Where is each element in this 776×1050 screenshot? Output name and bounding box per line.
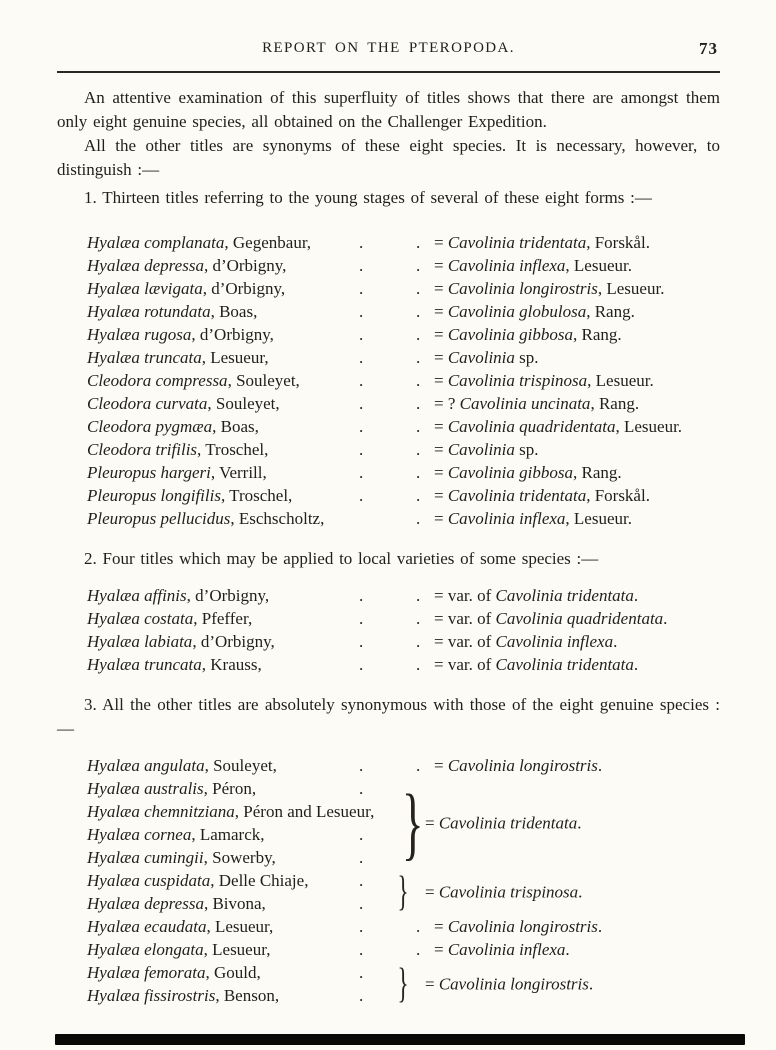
- equals-suffix: .: [565, 940, 570, 959]
- species-name: Hyalæa labiata: [87, 632, 193, 651]
- species-title: [87, 346, 359, 369]
- dot-leader: .: [359, 825, 364, 844]
- species-name: Cleodora curvata: [87, 394, 208, 413]
- equals-prefix: =: [425, 974, 439, 994]
- equals-suffix: , Lesueur.: [615, 417, 683, 436]
- equals-suffix: .: [588, 974, 594, 994]
- dot-leader: .: [416, 609, 421, 628]
- synonym-equivalence: [434, 415, 720, 438]
- equals-suffix: .: [578, 882, 583, 902]
- equals-suffix: .: [633, 586, 639, 605]
- species-author: , Péron,: [203, 779, 257, 798]
- species-name: Hyalæa femorata: [87, 963, 206, 982]
- synonym-row: [87, 231, 720, 254]
- accepted-species-name: Cavolinia trispinosa: [438, 882, 579, 902]
- species-title: [87, 653, 359, 676]
- dot-leader: .: [416, 486, 421, 505]
- species-title: [87, 323, 359, 346]
- synonym-row: [87, 323, 720, 346]
- dot-leader: .: [359, 348, 364, 367]
- dot-leader: .: [359, 655, 364, 674]
- species-title: [87, 938, 359, 961]
- grouping-brace: }: [401, 777, 424, 868]
- dot-leader: .: [416, 509, 421, 528]
- synonym-equivalence: [434, 231, 720, 254]
- page-number: 73: [699, 39, 718, 58]
- accepted-species-name: Cavolinia tridentata: [495, 655, 634, 674]
- accepted-species-name: Cavolinia longirostris: [438, 974, 589, 994]
- species-title: [87, 415, 359, 438]
- species-name: Cleodora compressa: [87, 371, 228, 390]
- dot-leader: .: [416, 417, 421, 436]
- species-name: Cleodora pygmæa: [87, 417, 213, 436]
- species-author: , Troschel,: [197, 440, 269, 459]
- dot-leader: .: [359, 486, 364, 505]
- scan-edge-artifact: [55, 1034, 745, 1045]
- species-name: Pleuropus pellucidus: [87, 509, 231, 528]
- species-title: [87, 800, 375, 823]
- accepted-species-name: Cavolinia tridentata: [438, 813, 578, 833]
- dot-leader: .: [416, 632, 421, 651]
- synonym-row: [87, 300, 720, 323]
- equals-prefix: =: [434, 371, 448, 390]
- accepted-species-name: Cavolinia inflexa: [447, 940, 566, 959]
- accepted-species-name: Cavolinia uncinata: [459, 394, 591, 413]
- accepted-species-name: Cavolinia longirostris: [447, 917, 598, 936]
- dot-leader: .: [416, 586, 421, 605]
- species-title: [87, 392, 359, 415]
- accepted-species-name: Cavolinia tridentata: [495, 586, 634, 605]
- synonym-equivalence: [434, 754, 720, 777]
- equals-suffix: .: [633, 655, 639, 674]
- synonym-row: [87, 461, 720, 484]
- species-author: , Souleyet,: [204, 756, 277, 775]
- grouping-brace: }: [397, 869, 409, 915]
- dot-leader: .: [416, 440, 421, 459]
- synonym-equivalence: [434, 461, 720, 484]
- dot-leader: .: [359, 894, 364, 913]
- dot-leader: .: [359, 779, 364, 798]
- synonym-row: [87, 630, 720, 653]
- equals-suffix: , Rang.: [573, 463, 622, 482]
- accepted-species-name: Cavolinia inflexa: [495, 632, 614, 651]
- species-author: , Krauss,: [201, 655, 262, 674]
- synonym-equivalence: [425, 812, 581, 835]
- section-1-list: [87, 231, 720, 530]
- equals-prefix: =: [434, 463, 448, 482]
- synonym-brace-group: [87, 777, 720, 869]
- grouping-brace: }: [397, 961, 409, 1007]
- accepted-species-name: Cavolinia tridentata: [447, 486, 587, 505]
- species-title: [87, 823, 359, 846]
- species-name: Hyalæa rugosa: [87, 325, 192, 344]
- synonym-equivalence: [434, 346, 720, 369]
- synonym-row: [87, 607, 720, 630]
- species-name: Hyalæa lævigata: [87, 279, 203, 298]
- equals-prefix: =: [434, 325, 448, 344]
- dot-leader: .: [359, 302, 364, 321]
- synonym-equivalence: [425, 973, 593, 996]
- equals-prefix: =: [434, 348, 448, 367]
- equals-suffix: .: [597, 756, 603, 775]
- species-title: [87, 507, 359, 530]
- equals-suffix: , Lesueur.: [597, 279, 665, 298]
- dot-leader: .: [416, 655, 421, 674]
- accepted-species-name: Cavolinia tridentata: [447, 233, 587, 252]
- species-author: , d’Orbigny,: [186, 586, 270, 605]
- dot-leader: .: [359, 986, 364, 1005]
- species-name: Hyalæa australis: [87, 779, 204, 798]
- synonym-row: [87, 584, 720, 607]
- equals-prefix: =: [434, 302, 448, 321]
- accepted-species-name: Cavolinia trispinosa: [447, 371, 588, 390]
- species-title: [87, 869, 359, 892]
- synonym-equivalence: [434, 438, 720, 461]
- dot-leader: .: [359, 963, 364, 982]
- species-name: Cleodora trifilis: [87, 440, 198, 459]
- page-header: [57, 40, 720, 64]
- species-title: [87, 607, 359, 630]
- species-title: [87, 846, 359, 869]
- species-author: , Boas,: [210, 302, 258, 321]
- species-name: Hyalæa depressa: [87, 256, 204, 275]
- synonym-row: [87, 754, 720, 777]
- section-3-list: [87, 754, 720, 1007]
- species-name: Hyalæa cuspidata: [87, 871, 211, 890]
- synonym-row: [87, 346, 720, 369]
- species-author: , Pfeffer,: [193, 609, 253, 628]
- equals-suffix: .: [597, 917, 603, 936]
- dot-leader: .: [416, 348, 421, 367]
- species-name: Hyalæa fissirostris: [87, 986, 216, 1005]
- species-author: , Boas,: [212, 417, 259, 436]
- species-author: , Souleyet,: [207, 394, 280, 413]
- equals-prefix: =: [434, 279, 448, 298]
- dot-leader: .: [359, 417, 364, 436]
- species-author: , Troschel,: [220, 486, 293, 505]
- section-2-heading: 2. Four titles which may be applied to local varieties of some species :—: [84, 549, 599, 568]
- dot-leader: .: [416, 917, 421, 936]
- dot-leader: .: [416, 394, 421, 413]
- accepted-species-name: Cavolinia quadridentata: [447, 417, 616, 436]
- running-title: REPORT ON THE PTEROPODA.: [262, 40, 515, 56]
- synonym-row: [87, 915, 720, 938]
- species-name: Hyalæa depressa: [87, 894, 204, 913]
- equals-suffix: , Rang.: [590, 394, 640, 413]
- species-author: , Eschscholtz,: [230, 509, 325, 528]
- synonym-row: [87, 415, 720, 438]
- synonym-equivalence: [434, 484, 720, 507]
- species-title: [87, 369, 359, 392]
- species-title: [87, 438, 359, 461]
- dot-leader: .: [359, 256, 364, 275]
- species-name: Hyalæa ecaudata: [87, 917, 207, 936]
- species-name: Hyalæa rotundata: [87, 302, 211, 321]
- species-author: , Verrill,: [210, 463, 267, 482]
- dot-leader: .: [416, 463, 421, 482]
- species-author: , Gould,: [205, 963, 261, 982]
- dot-leader: .: [416, 233, 421, 252]
- header-rule: [57, 71, 720, 73]
- synonym-equivalence: [434, 392, 720, 415]
- accepted-species-name: Cavolinia gibbosa: [447, 463, 573, 482]
- equals-prefix: =: [434, 940, 448, 959]
- equals-prefix: = var. of: [434, 586, 496, 605]
- dot-leader: .: [359, 394, 364, 413]
- synonym-equivalence: [434, 323, 720, 346]
- dot-leader: .: [359, 463, 364, 482]
- species-author: , Péron and Lesueur,: [234, 802, 375, 821]
- species-title: [87, 630, 359, 653]
- equals-suffix: , Lesueur.: [587, 371, 654, 390]
- dot-leader: .: [359, 233, 364, 252]
- intro-paragraph-2: All the other titles are synonyms of these eight species. It is necessary, however, to distinguish :—: [57, 136, 720, 179]
- synonym-row: [87, 392, 720, 415]
- equals-suffix: , Rang.: [586, 302, 635, 321]
- dot-leader: .: [416, 756, 421, 775]
- equals-prefix: =: [434, 509, 448, 528]
- equals-prefix: =: [425, 813, 439, 833]
- species-title: [87, 231, 359, 254]
- species-name: Pleuropus longifilis: [87, 486, 221, 505]
- species-title: [87, 254, 359, 277]
- species-title: [87, 984, 359, 1007]
- dot-leader: .: [359, 917, 364, 936]
- equals-prefix: =: [425, 882, 439, 902]
- equals-prefix: =: [434, 233, 448, 252]
- dot-leader: .: [416, 302, 421, 321]
- accepted-species-name: Cavolinia inflexa: [447, 509, 566, 528]
- species-author: , Bivona,: [203, 894, 266, 913]
- synonym-equivalence: [434, 507, 720, 530]
- synonym-row: [87, 507, 720, 530]
- synonym-equivalence: [434, 277, 720, 300]
- species-title: [87, 277, 359, 300]
- section-1-heading: 1. Thirteen titles referring to the young stages of several of these eight forms :—: [84, 188, 652, 207]
- dot-leader: .: [359, 279, 364, 298]
- species-name: Hyalæa chemnitziana: [87, 802, 235, 821]
- species-title: [87, 484, 359, 507]
- equals-prefix: = var. of: [434, 609, 496, 628]
- equals-prefix: =: [434, 486, 448, 505]
- equals-suffix: , Lesueur.: [565, 256, 632, 275]
- synonym-row: [87, 277, 720, 300]
- accepted-species-name: Cavolinia: [447, 440, 515, 459]
- species-author: , Lamarck,: [191, 825, 265, 844]
- dot-leader: .: [359, 632, 364, 651]
- dot-leader: .: [416, 256, 421, 275]
- species-name: Hyalæa cumingii: [87, 848, 204, 867]
- synonym-row: [87, 438, 720, 461]
- dot-leader: .: [416, 371, 421, 390]
- dot-leader: .: [359, 940, 364, 959]
- section-3-heading: 3. All the other titles are absolutely synonymous with those of the eight genuine species :—: [57, 695, 720, 738]
- equals-suffix: sp.: [514, 348, 539, 367]
- equals-suffix: .: [577, 813, 582, 833]
- equals-prefix: =: [434, 756, 448, 775]
- accepted-species-name: Cavolinia globulosa: [447, 302, 587, 321]
- dot-leader: .: [359, 325, 364, 344]
- species-author: , Lesueur,: [206, 917, 274, 936]
- dot-leader: .: [359, 871, 364, 890]
- equals-suffix: , Forskål.: [586, 486, 650, 505]
- species-title: [87, 461, 359, 484]
- species-author: , d’Orbigny,: [191, 325, 274, 344]
- synonym-equivalence: [434, 938, 720, 961]
- synonym-brace-group: [87, 869, 720, 915]
- species-author: , d’Orbigny,: [192, 632, 275, 651]
- species-author: , Souleyet,: [227, 371, 300, 390]
- species-title: [87, 915, 359, 938]
- synonym-row: [87, 369, 720, 392]
- dot-leader: .: [359, 848, 364, 867]
- accepted-species-name: Cavolinia longirostris: [447, 756, 598, 775]
- synonym-equivalence: [434, 630, 720, 653]
- equals-prefix: = var. of: [434, 632, 496, 651]
- equals-suffix: .: [613, 632, 618, 651]
- synonym-row: [87, 484, 720, 507]
- dot-leader: .: [359, 440, 364, 459]
- dot-leader: .: [416, 940, 421, 959]
- species-title: [87, 754, 359, 777]
- species-title: [87, 777, 359, 800]
- synonym-equivalence: [434, 254, 720, 277]
- section-2-list: [87, 584, 720, 676]
- species-author: , d’Orbigny,: [203, 256, 287, 275]
- accepted-species-name: Cavolinia: [447, 348, 515, 367]
- species-name: Hyalæa angulata: [87, 756, 205, 775]
- species-name: Hyalæa truncata: [87, 655, 202, 674]
- species-name: Hyalæa complanata: [87, 233, 225, 252]
- equals-suffix: sp.: [514, 440, 539, 459]
- species-title: [87, 300, 359, 323]
- dot-leader: .: [359, 756, 364, 775]
- synonym-equivalence: [434, 653, 720, 676]
- equals-prefix: = var. of: [434, 655, 496, 674]
- synonym-brace-group: [87, 961, 720, 1007]
- dot-leader: .: [416, 325, 421, 344]
- synonym-row: [87, 938, 720, 961]
- accepted-species-name: Cavolinia inflexa: [447, 256, 566, 275]
- equals-suffix: , Forskål.: [586, 233, 650, 252]
- accepted-species-name: Cavolinia gibbosa: [447, 325, 573, 344]
- dot-leader: .: [359, 586, 364, 605]
- dot-leader: .: [416, 279, 421, 298]
- dot-leader: .: [359, 371, 364, 390]
- synonym-row: [87, 254, 720, 277]
- synonym-equivalence: [434, 584, 720, 607]
- synonym-equivalence: [425, 881, 582, 904]
- species-name: Pleuropus hargeri: [87, 463, 211, 482]
- synonym-equivalence: [434, 607, 720, 630]
- equals-prefix: =: [434, 917, 448, 936]
- species-name: Hyalæa costata: [87, 609, 194, 628]
- species-name: Hyalæa affinis: [87, 586, 187, 605]
- synonym-row: [87, 653, 720, 676]
- species-title: [87, 961, 359, 984]
- species-author: , Lesueur,: [201, 348, 269, 367]
- equals-suffix: , Lesueur.: [565, 509, 632, 528]
- equals-suffix: .: [663, 609, 668, 628]
- species-author: , d’Orbigny,: [202, 279, 286, 298]
- species-author: , Benson,: [215, 986, 280, 1005]
- species-name: Hyalæa cornea: [87, 825, 192, 844]
- accepted-species-name: Cavolinia longirostris: [447, 279, 598, 298]
- species-author: , Gegenbaur,: [224, 233, 312, 252]
- synonym-equivalence: [434, 369, 720, 392]
- accepted-species-name: Cavolinia quadridentata: [495, 609, 664, 628]
- species-author: , Sowerby,: [203, 848, 276, 867]
- species-name: Hyalæa truncata: [87, 348, 202, 367]
- species-author: , Delle Chiaje,: [210, 871, 309, 890]
- equals-suffix: , Rang.: [573, 325, 622, 344]
- synonym-equivalence: [434, 915, 720, 938]
- species-title: [87, 584, 359, 607]
- equals-prefix: = ?: [434, 394, 460, 413]
- dot-leader: .: [359, 609, 364, 628]
- equals-prefix: =: [434, 417, 448, 436]
- species-title: [87, 892, 359, 915]
- intro-paragraph-1: An attentive examination of this superfluity of titles shows that there are amongst them only eight genuine species, all obtained on the Challenger Expedition.: [57, 88, 720, 131]
- equals-prefix: =: [434, 440, 448, 459]
- species-name: Hyalæa elongata: [87, 940, 204, 959]
- synonym-equivalence: [434, 300, 720, 323]
- species-author: , Lesueur,: [203, 940, 271, 959]
- equals-prefix: =: [434, 256, 448, 275]
